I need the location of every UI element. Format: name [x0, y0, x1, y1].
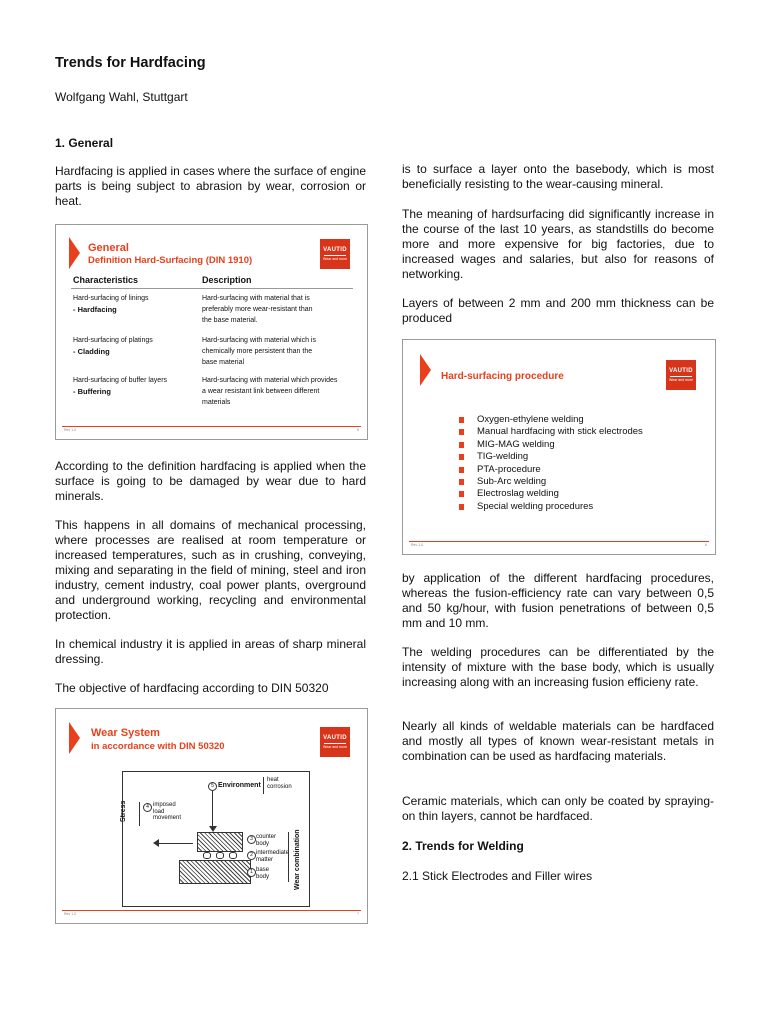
stress-items: imposed load movement [153, 802, 182, 821]
vautid-logo [320, 727, 350, 757]
base-body-label: base body [256, 867, 270, 880]
paragraph: Layers of between 2 mm and 200 mm thickness can be produced [402, 296, 714, 325]
number-badge: 5 [208, 782, 217, 791]
slide-footer: Rev 1.0 5 [62, 426, 361, 435]
table-cell: Hard-surfacing with material that is preferably more wear-resistant than the base material. [202, 295, 313, 324]
table-cell: Hard-surfacing of platings - Cladding [73, 337, 153, 356]
logo-name: VAUTID [669, 368, 693, 374]
logo-tagline: Wear and more [668, 378, 694, 382]
paragraph: is to surface a layer onto the basebody, which is most beneficially resisting to the wear-causing mineral. [402, 162, 714, 191]
column-header: Description [202, 275, 252, 285]
paragraph: Ceramic materials, which can only be coated by spraying-on thin layers, cannot be hardfaced. [402, 794, 714, 823]
environment-detail: heat corrosion [267, 777, 292, 790]
bracket [288, 832, 289, 882]
wear-combination-label: Wear combination [294, 829, 301, 890]
slide-title: Hard-surfacing procedure [441, 371, 564, 382]
slide-title: General [88, 242, 129, 254]
slide-wear-system [55, 708, 368, 924]
paragraph: The meaning of hardsurfacing did significantly increase in the course of the last 10 years, as standstills do become more and more expensive for big factories, due to increased wages and salaries, but also for reasons of networking. [402, 207, 714, 281]
list-item: Manual hardfacing with stick electrodes [459, 426, 643, 438]
list-item: TIG-welding [459, 451, 643, 463]
slide-footer: Rev 1.0 7 [62, 910, 361, 919]
document-title: Trends for Hardfacing [55, 55, 206, 71]
slide-procedure [402, 339, 716, 555]
counter-body-label: counter body [256, 834, 277, 847]
list-item: MIG-MAG welding [459, 439, 643, 451]
particle [216, 852, 224, 859]
logo-tagline: Wear and more [322, 257, 348, 261]
slide-arrow-icon [69, 722, 80, 754]
table-cell: Hard-surfacing of linings - Hardfacing [73, 295, 149, 314]
arrow-line [212, 791, 213, 829]
number-badge: 1 [247, 868, 256, 877]
slide-footer: Rev 1.0 6 [409, 541, 709, 550]
paragraph: In chemical industry it is applied in areas of sharp mineral dressing. [55, 637, 366, 666]
number-badge: 3 [247, 835, 256, 844]
wear-system-diagram [122, 771, 310, 907]
number-badge: 4 [143, 803, 152, 812]
slide-arrow-icon [420, 354, 431, 386]
paragraph: This happens in all domains of mechanical processing, where processes are realised at room temperature or increased temperatures, such as in crushing, conveying, mixing and separating in the field of mining, steel and iron industry, cement industry, coal power plants, overground and underground working, recycling and environmental protection. [55, 518, 366, 622]
particle [229, 852, 237, 859]
bracket [139, 802, 140, 826]
logo-tagline: Wear and more [322, 745, 348, 749]
bracket [263, 777, 264, 794]
slide-subtitle: Definition Hard-Surfacing (DIN 1910) [88, 255, 253, 266]
arrow-line [159, 843, 193, 844]
paragraph: Hardfacing is applied in cases where the surface of engine parts is being subject to abrasion by wear, corrosion or heat. [55, 164, 366, 208]
intermediate-label: intermediate matter [256, 850, 290, 863]
stress-label: Stress [120, 800, 127, 822]
table-cell: Hard-surfacing with material which is chemically more persistent than the base material [202, 337, 316, 366]
environment-label: Environment [218, 782, 261, 789]
number-badge: 2 [247, 851, 256, 860]
vautid-logo [320, 239, 350, 269]
vautid-logo [666, 360, 696, 390]
slide-subtitle: in accordance with DIN 50320 [91, 741, 225, 752]
paragraph: The objective of hardfacing according to DIN 50320 [55, 681, 329, 695]
paragraph: by application of the different hardfacing procedures, whereas the fusion-efficiency rate can vary between 0,5 and 50 kg/hour, with fusion penetrations of between 0,5 mm and 10 mm. [402, 571, 714, 630]
base-body [179, 860, 251, 884]
logo-name: VAUTID [323, 247, 347, 253]
section-heading-general: 1. General [55, 136, 114, 150]
particle [203, 852, 211, 859]
divider [71, 288, 353, 289]
counter-body [197, 832, 243, 852]
list-item: Special welding procedures [459, 501, 643, 513]
section-heading-trends: 2. Trends for Welding [402, 839, 524, 853]
table-cell: Hard-surfacing with material which provides a wear resistant link between different materials [202, 377, 338, 406]
list-item: Electroslag welding [459, 488, 643, 500]
list-item: PTA-procedure [459, 464, 643, 476]
author-line: Wolfgang Wahl, Stuttgart [55, 90, 188, 104]
slide-general [55, 224, 368, 440]
sub-heading: 2.1 Stick Electrodes and Filler wires [402, 869, 593, 883]
list-item: Sub-Arc welding [459, 476, 643, 488]
list-item: Oxygen-ethylene welding [459, 414, 643, 426]
slide-title: Wear System [91, 727, 160, 739]
paragraph: According to the definition hardfacing is applied when the surface is going to be damaged by wear due to hard minerals. [55, 459, 366, 503]
procedure-list [459, 414, 643, 513]
column-header: Characteristics [73, 275, 139, 285]
paragraph: The welding procedures can be differentiated by the intensity of mixture with the base body, which is usually increasing along with an increasing fusion efficieny rate. [402, 645, 714, 689]
logo-name: VAUTID [323, 735, 347, 741]
arrow-left-icon [153, 839, 159, 847]
slide-arrow-icon [69, 237, 80, 269]
paragraph: Nearly all kinds of weldable materials can be hardfaced and mostly all types of known wear-resistant metals in combination can be used as hardfacing materials. [402, 719, 714, 763]
table-cell: Hard-surfacing of buffer layers - Buffering [73, 377, 168, 396]
